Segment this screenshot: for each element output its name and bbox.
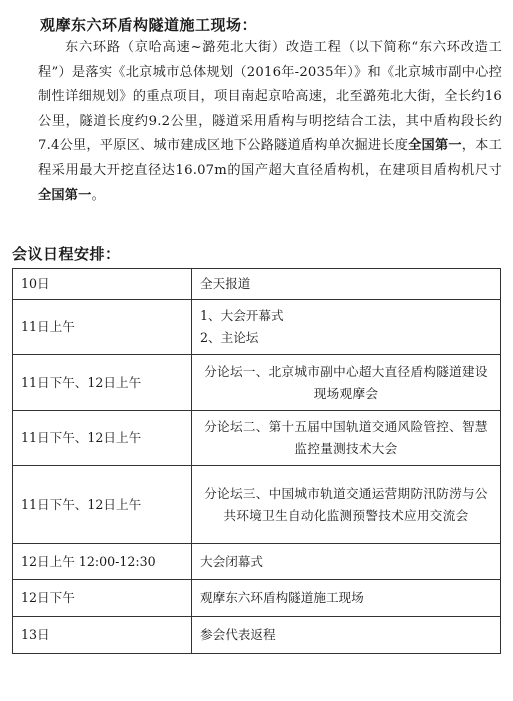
schedule-title: 会议日程安排： — [12, 245, 121, 263]
schedule-date: 11日上午 — [13, 300, 192, 355]
schedule-row — [13, 580, 501, 617]
schedule-event: 全天报道 — [192, 269, 501, 300]
schedule-event: 分论坛一、北京城市副中心超大直径盾构隧道建设现场观摩会 — [192, 355, 501, 411]
schedule-date: 10日 — [13, 269, 192, 300]
intro-text-part1: 东六环路（京哈高速~潞苑北大街）改造工程（以下简称“东六环改造工程”）是落实《北京城市总体规划（2016年-2035年）》和《北京城市副中心控制性详细规划》的重点项目，项目南起京哈高速，北至潞苑北大街，全长约16公里，隧道长度约9.2公里，隧道采用盾构与明挖结合工法，其中盾构段长约7.4公里，平原区、城市建成区地下公路隧道盾构单次掘进长度 — [38, 40, 502, 154]
schedule-row — [13, 544, 501, 580]
schedule-list-item: 2、主论坛 — [200, 330, 259, 345]
schedule-row — [13, 300, 501, 355]
schedule-date: 11日下午、12日上午 — [13, 411, 192, 466]
schedule-date: 11日下午、12日上午 — [13, 355, 192, 411]
intro-paragraph — [38, 36, 502, 208]
schedule-event: 观摩东六环盾构隧道施工现场 — [192, 580, 501, 617]
schedule-event: 分论坛三、中国城市轨道交通运营期防汛防涝与公共环境卫生自动化监测预警技术应用交流会 — [192, 466, 501, 544]
schedule-event: 参会代表返程 — [192, 617, 501, 654]
intro-highlight-1: 全国第一 — [408, 138, 462, 154]
schedule-row — [13, 269, 501, 300]
schedule-event: 分论坛二、第十五届中国轨道交通风险管控、智慧监控量测技术大会 — [192, 411, 501, 466]
intro-text-part2: ，本工程采用最大开挖直径达16.07m的国产超大直径盾构机，在建项目盾构机尺寸 — [38, 138, 502, 178]
schedule-row — [13, 355, 501, 411]
schedule-event: 大会闭幕式 — [192, 544, 501, 580]
schedule-row — [13, 617, 501, 654]
schedule-row — [13, 466, 501, 544]
section-title: 观摩东六环盾构隧道施工现场： — [40, 16, 258, 34]
schedule-date: 11日下午、12日上午 — [13, 466, 192, 544]
schedule-date: 13日 — [13, 617, 192, 654]
intro-highlight-2: 全国第一 — [38, 187, 92, 203]
schedule-date: 12日上午 12:00-12:30 — [13, 544, 192, 580]
schedule-row — [13, 411, 501, 466]
schedule-list-item: 1、大会开幕式 — [200, 308, 284, 323]
schedule-table — [12, 268, 501, 654]
intro-text-part3: 。 — [91, 187, 105, 203]
schedule-event — [192, 300, 501, 355]
schedule-date: 12日下午 — [13, 580, 192, 617]
